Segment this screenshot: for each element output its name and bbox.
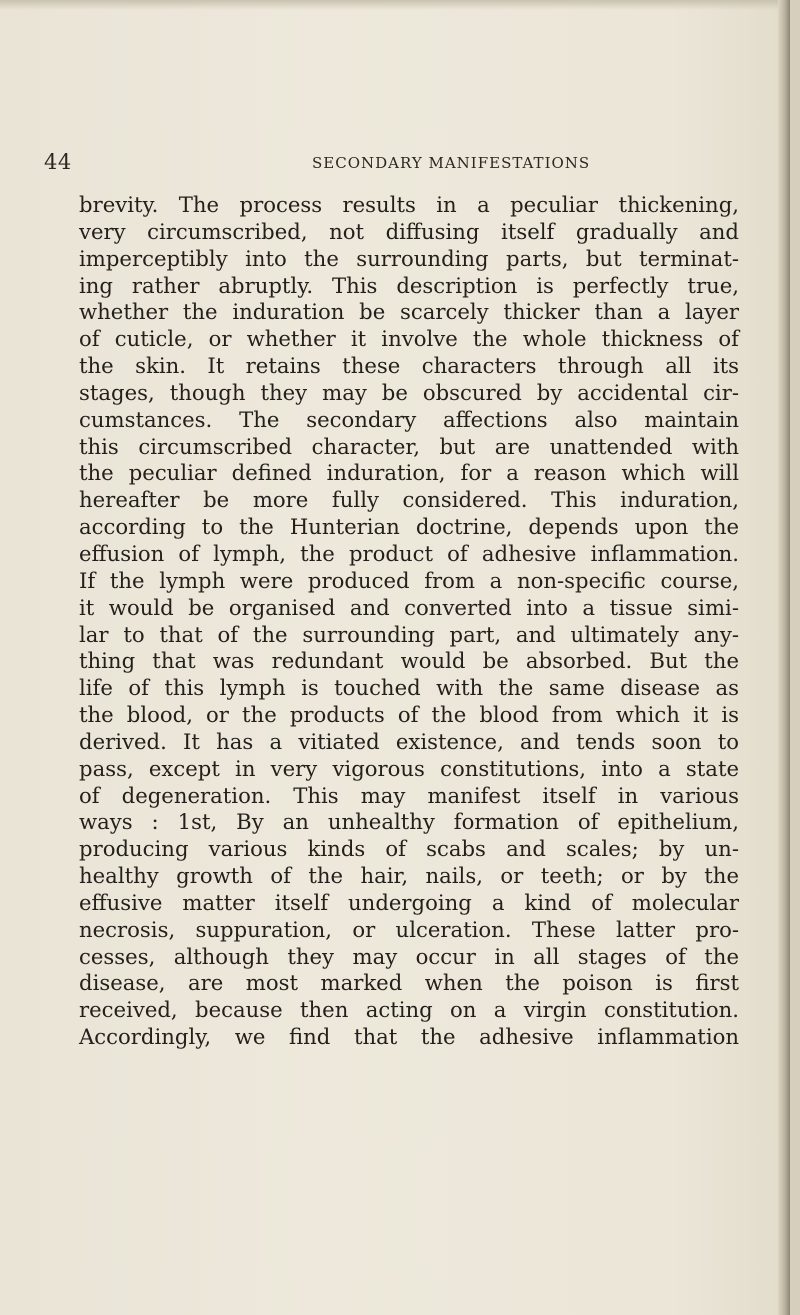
text-line: cesses, although they may occur in all stages of the xyxy=(79,943,739,969)
text-line: according to the Hunterian doctrine, depends upon the xyxy=(79,514,739,540)
text-line: very circumscribed, not diffusing itself gradually and xyxy=(79,218,739,244)
text-line: the skin. It retains these characters through all its xyxy=(79,353,739,379)
text-line: effusive matter itself undergoing a kind of molecular xyxy=(79,889,739,915)
text-line: life of this lymph is touched with the same disease as xyxy=(79,675,739,701)
text-line: disease, are most marked when the poison is first xyxy=(79,970,739,996)
text-line: whether the induration be scarcely thicker than a layer xyxy=(79,299,739,325)
text-line: received, because then acting on a virgin constitution. xyxy=(79,997,739,1023)
text-line: hereafter be more fully considered. This induration, xyxy=(79,487,739,513)
text-line: imperceptibly into the surrounding parts, but terminat- xyxy=(79,245,739,271)
text-line: stages, though they may be obscured by accidental cir- xyxy=(79,379,739,405)
text-line: the blood, or the products of the blood from which it is xyxy=(79,702,739,728)
page-binding-edge xyxy=(778,0,790,1315)
text-line: derived. It has a vitiated existence, and tends soon to xyxy=(79,728,739,754)
text-line: it would be organised and converted into a tissue simi- xyxy=(79,594,739,620)
text-line: producing various kinds of scabs and scales; by un- xyxy=(79,836,739,862)
page-top-shadow xyxy=(0,0,790,10)
text-line: of cuticle, or whether it involve the whole thickness of xyxy=(79,326,739,352)
text-line: of degeneration. This may manifest itself in various xyxy=(79,782,739,808)
text-line: thing that was redundant would be absorbed. But the xyxy=(79,648,739,674)
text-line: the peculiar defined induration, for a reason which will xyxy=(79,460,739,486)
text-line: lar to that of the surrounding part, and ultimately any- xyxy=(79,621,739,647)
text-line: necrosis, suppuration, or ulceration. These latter pro- xyxy=(79,916,739,942)
text-line: this circumscribed character, but are unattended with xyxy=(79,433,739,459)
text-line: effusion of lymph, the product of adhesive inflammation. xyxy=(79,540,739,566)
text-line: If the lymph were produced from a non-specific course, xyxy=(79,567,739,593)
text-line: ways : 1st, By an unhealthy formation of epithelium, xyxy=(79,809,739,835)
running-title: SECONDARY MANIFESTATIONS xyxy=(312,154,591,172)
page-number: 44 xyxy=(44,150,72,174)
text-line: Accordingly, we find that the adhesive inflammation xyxy=(79,1024,739,1050)
text-line: brevity. The process results in a peculiar thickening, xyxy=(79,192,739,217)
body-paragraph xyxy=(79,192,739,1051)
page-header xyxy=(44,150,744,178)
text-line: pass, except in very vigorous constitutions, into a state xyxy=(79,755,739,781)
text-line: ing rather abruptly. This description is perfectly true, xyxy=(79,272,739,298)
text-line: healthy growth of the hair, nails, or teeth; or by the xyxy=(79,863,739,889)
text-line: cumstances. The secondary affections also maintain xyxy=(79,406,739,432)
